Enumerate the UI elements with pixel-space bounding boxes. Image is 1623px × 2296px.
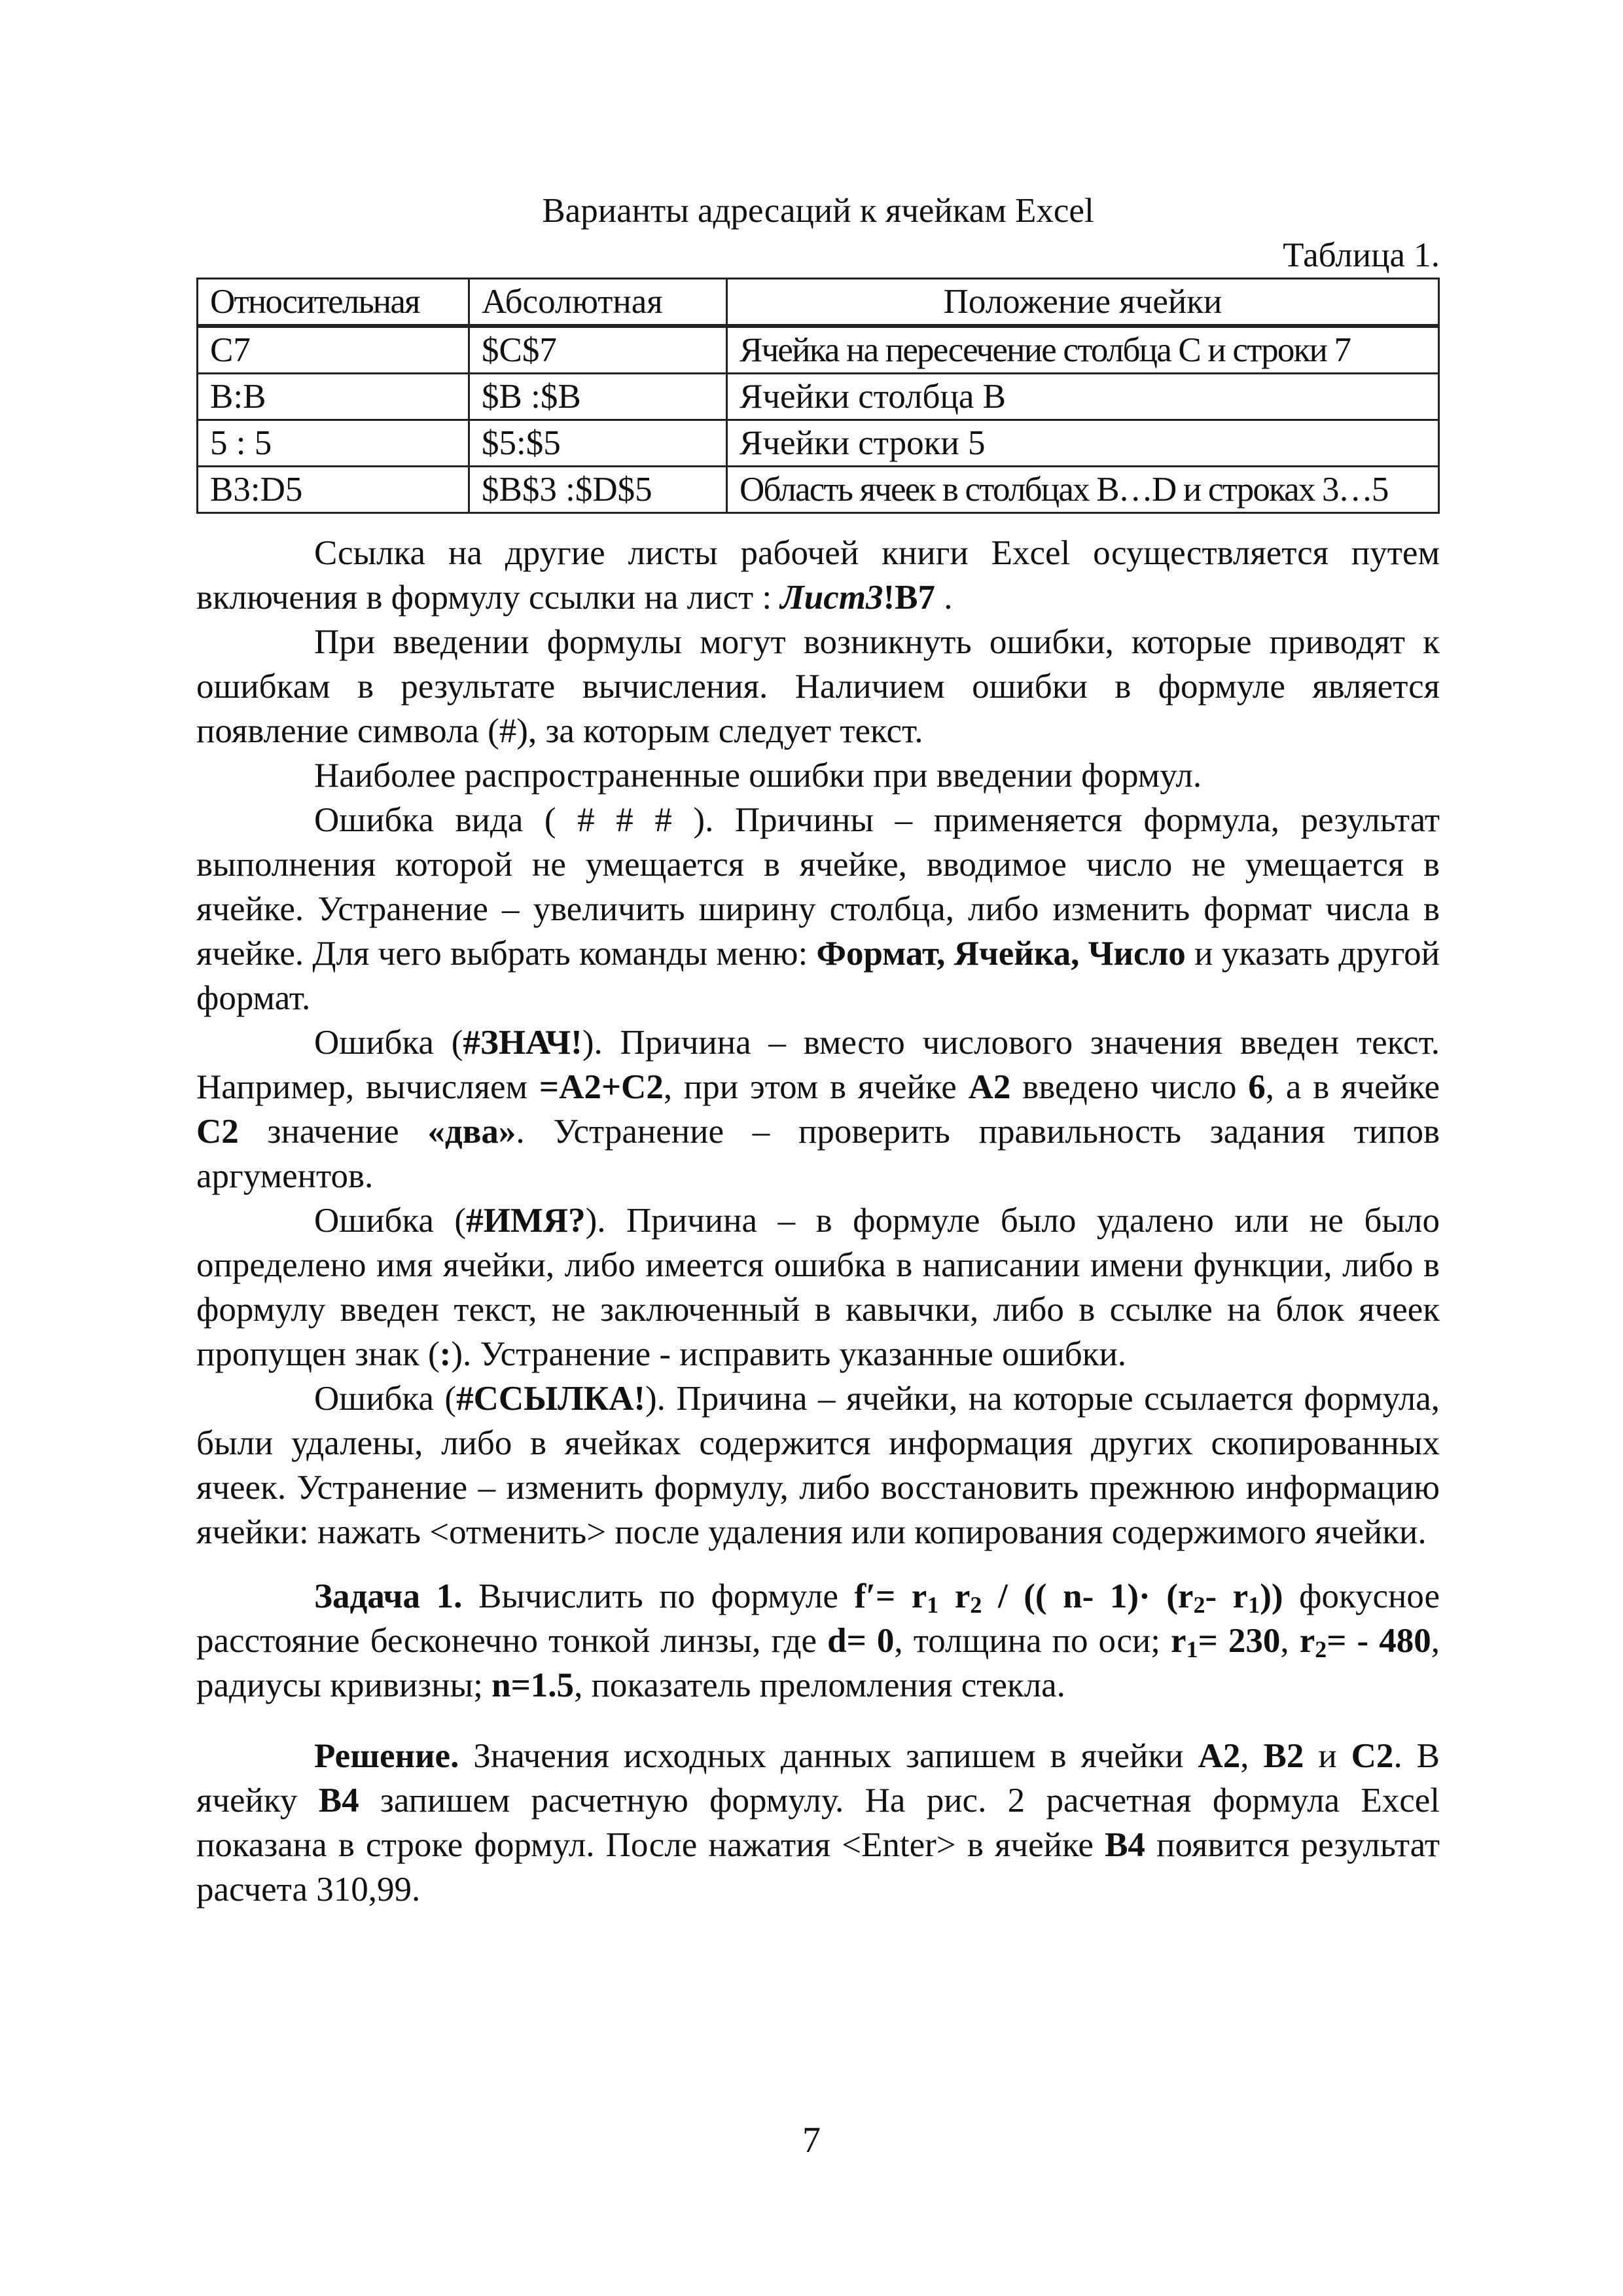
cell-relative: 5 : 5	[198, 420, 469, 467]
paragraph-error-name: Ошибка (#ИМЯ?). Причина – в формуле было удалено или не было определено имя ячейки, либо имеется ошибка в написании имени функции, либо в формулу введен текст, не заключенный в кавычки, либо в ссылке на блок ячеек пропущен знак (:). Устранение - исправить указанные ошибки.	[196, 1202, 1440, 1373]
table-row	[198, 374, 1439, 420]
cell-relative: B:B	[198, 374, 469, 420]
cell-absolute: $C$7	[469, 326, 727, 374]
menu-commands: Формат, Ячейка, Число	[816, 935, 1186, 973]
header-absolute: Абсолютная	[469, 279, 727, 327]
paragraph-error-value: Ошибка (#ЗНАЧ!). Причина – вместо числового значения введен текст. Например, вычисляем =A2+C2, при этом в ячейке A2 введено число 6, а в ячейке C2 значение «два». Устранение – проверить правильность задания типов аргументов.	[196, 1024, 1440, 1195]
cell-absolute: $5:$5	[469, 420, 727, 467]
cell-relative: C7	[198, 326, 469, 374]
table-row	[198, 467, 1439, 513]
header-position: Положение ячейки	[727, 279, 1439, 327]
table-number: Таблица 1.	[1283, 236, 1440, 274]
page-number: 7	[802, 2120, 821, 2161]
paragraph-error-hash: Ошибка вида ( # # # ). Причины – применяется формула, результат выполнения которой не умещается в ячейке, вводимое число не умещается в ячейке. Устранение – увеличить ширину столбца, либо изменить формат числа в ячейке. Для чего выбрать команды меню: Формат, Ячейка, Число и указать другой формат.	[196, 801, 1440, 1017]
paragraph-sheet-reference: Ссылка на другие листы рабочей книги Excel осуществляется путем включения в формулу ссылки на лист : Лист3!B7 .	[196, 534, 1440, 617]
table-row	[198, 326, 1439, 374]
paragraph-task: Задача 1. Вычислить по формуле $f'= r_1$ $r_2$ / (( n- $1)\cdot (r_2-$ $r_1$)) фокусное расстояние бесконечно тонкой линзы, где d= 0, толщина по оси; $r_1= 230$, $r_2= - 480$, радиусы кривизны; n=1.5, показатель преломления стекла.	[196, 1577, 1440, 1704]
cell-position: Ячейка на пересечение столбца C и строки 7	[727, 326, 1439, 374]
solution-label: Решение.	[314, 1737, 459, 1775]
addressing-table	[196, 278, 1440, 514]
table-header-row	[198, 279, 1439, 327]
cell-relative: B3:D5	[198, 467, 469, 513]
sheet-ref-name: Лист3	[780, 579, 883, 617]
cell-absolute: $B :$B	[469, 374, 727, 420]
cell-absolute: $B$3 :$D$5	[469, 467, 727, 513]
task-label: Задача 1.	[314, 1577, 463, 1615]
page-content	[196, 190, 1440, 1912]
header-relative: Относительная	[198, 279, 469, 327]
table-row	[198, 420, 1439, 467]
task-formula: $f'= r_1$ $r_2$ / (( n- $1)\cdot (r_2-$ $r_1$))	[854, 1577, 1283, 1618]
sheet-ref-cell: !B7	[883, 579, 935, 617]
body-text	[196, 531, 1440, 1912]
paragraph-error-ref: Ошибка (#ССЫЛКА!). Причина – ячейки, на которые ссылается формула, были удалены, либо в ячейках содержится информация других скопированных ячеек. Устранение – изменить формулу, либо восстановить прежнюю информацию ячейки: нажать <отменить> после удаления или копирования содержимого ячейки.	[196, 1380, 1440, 1551]
cell-position: Область ячеек в столбцах B…D и строках 3…5	[727, 467, 1439, 513]
cell-position: Ячейки строки 5	[727, 420, 1439, 467]
cell-position: Ячейки столбца B	[727, 374, 1439, 420]
paragraph-common-errors: Наиболее распространенные ошибки при введении формул.	[314, 757, 1202, 795]
paragraph-errors-intro: При введении формулы могут возникнуть ошибки, которые приводят к ошибкам в результате вычисления. Наличием ошибки в формуле является появление символа (#), за которым следует текст.	[196, 623, 1440, 750]
paragraph-solution: Решение. Значения исходных данных запишем в ячейки A2, B2 и C2. В ячейку B4 запишем расчетную формулу. На рис. 2 расчетная формула Excel показана в строке формул. После нажатия <Enter> в ячейке B4 появится результат расчета 310,99.	[196, 1737, 1440, 1909]
table-caption: Варианты адресаций к ячейкам Excel	[542, 192, 1094, 230]
